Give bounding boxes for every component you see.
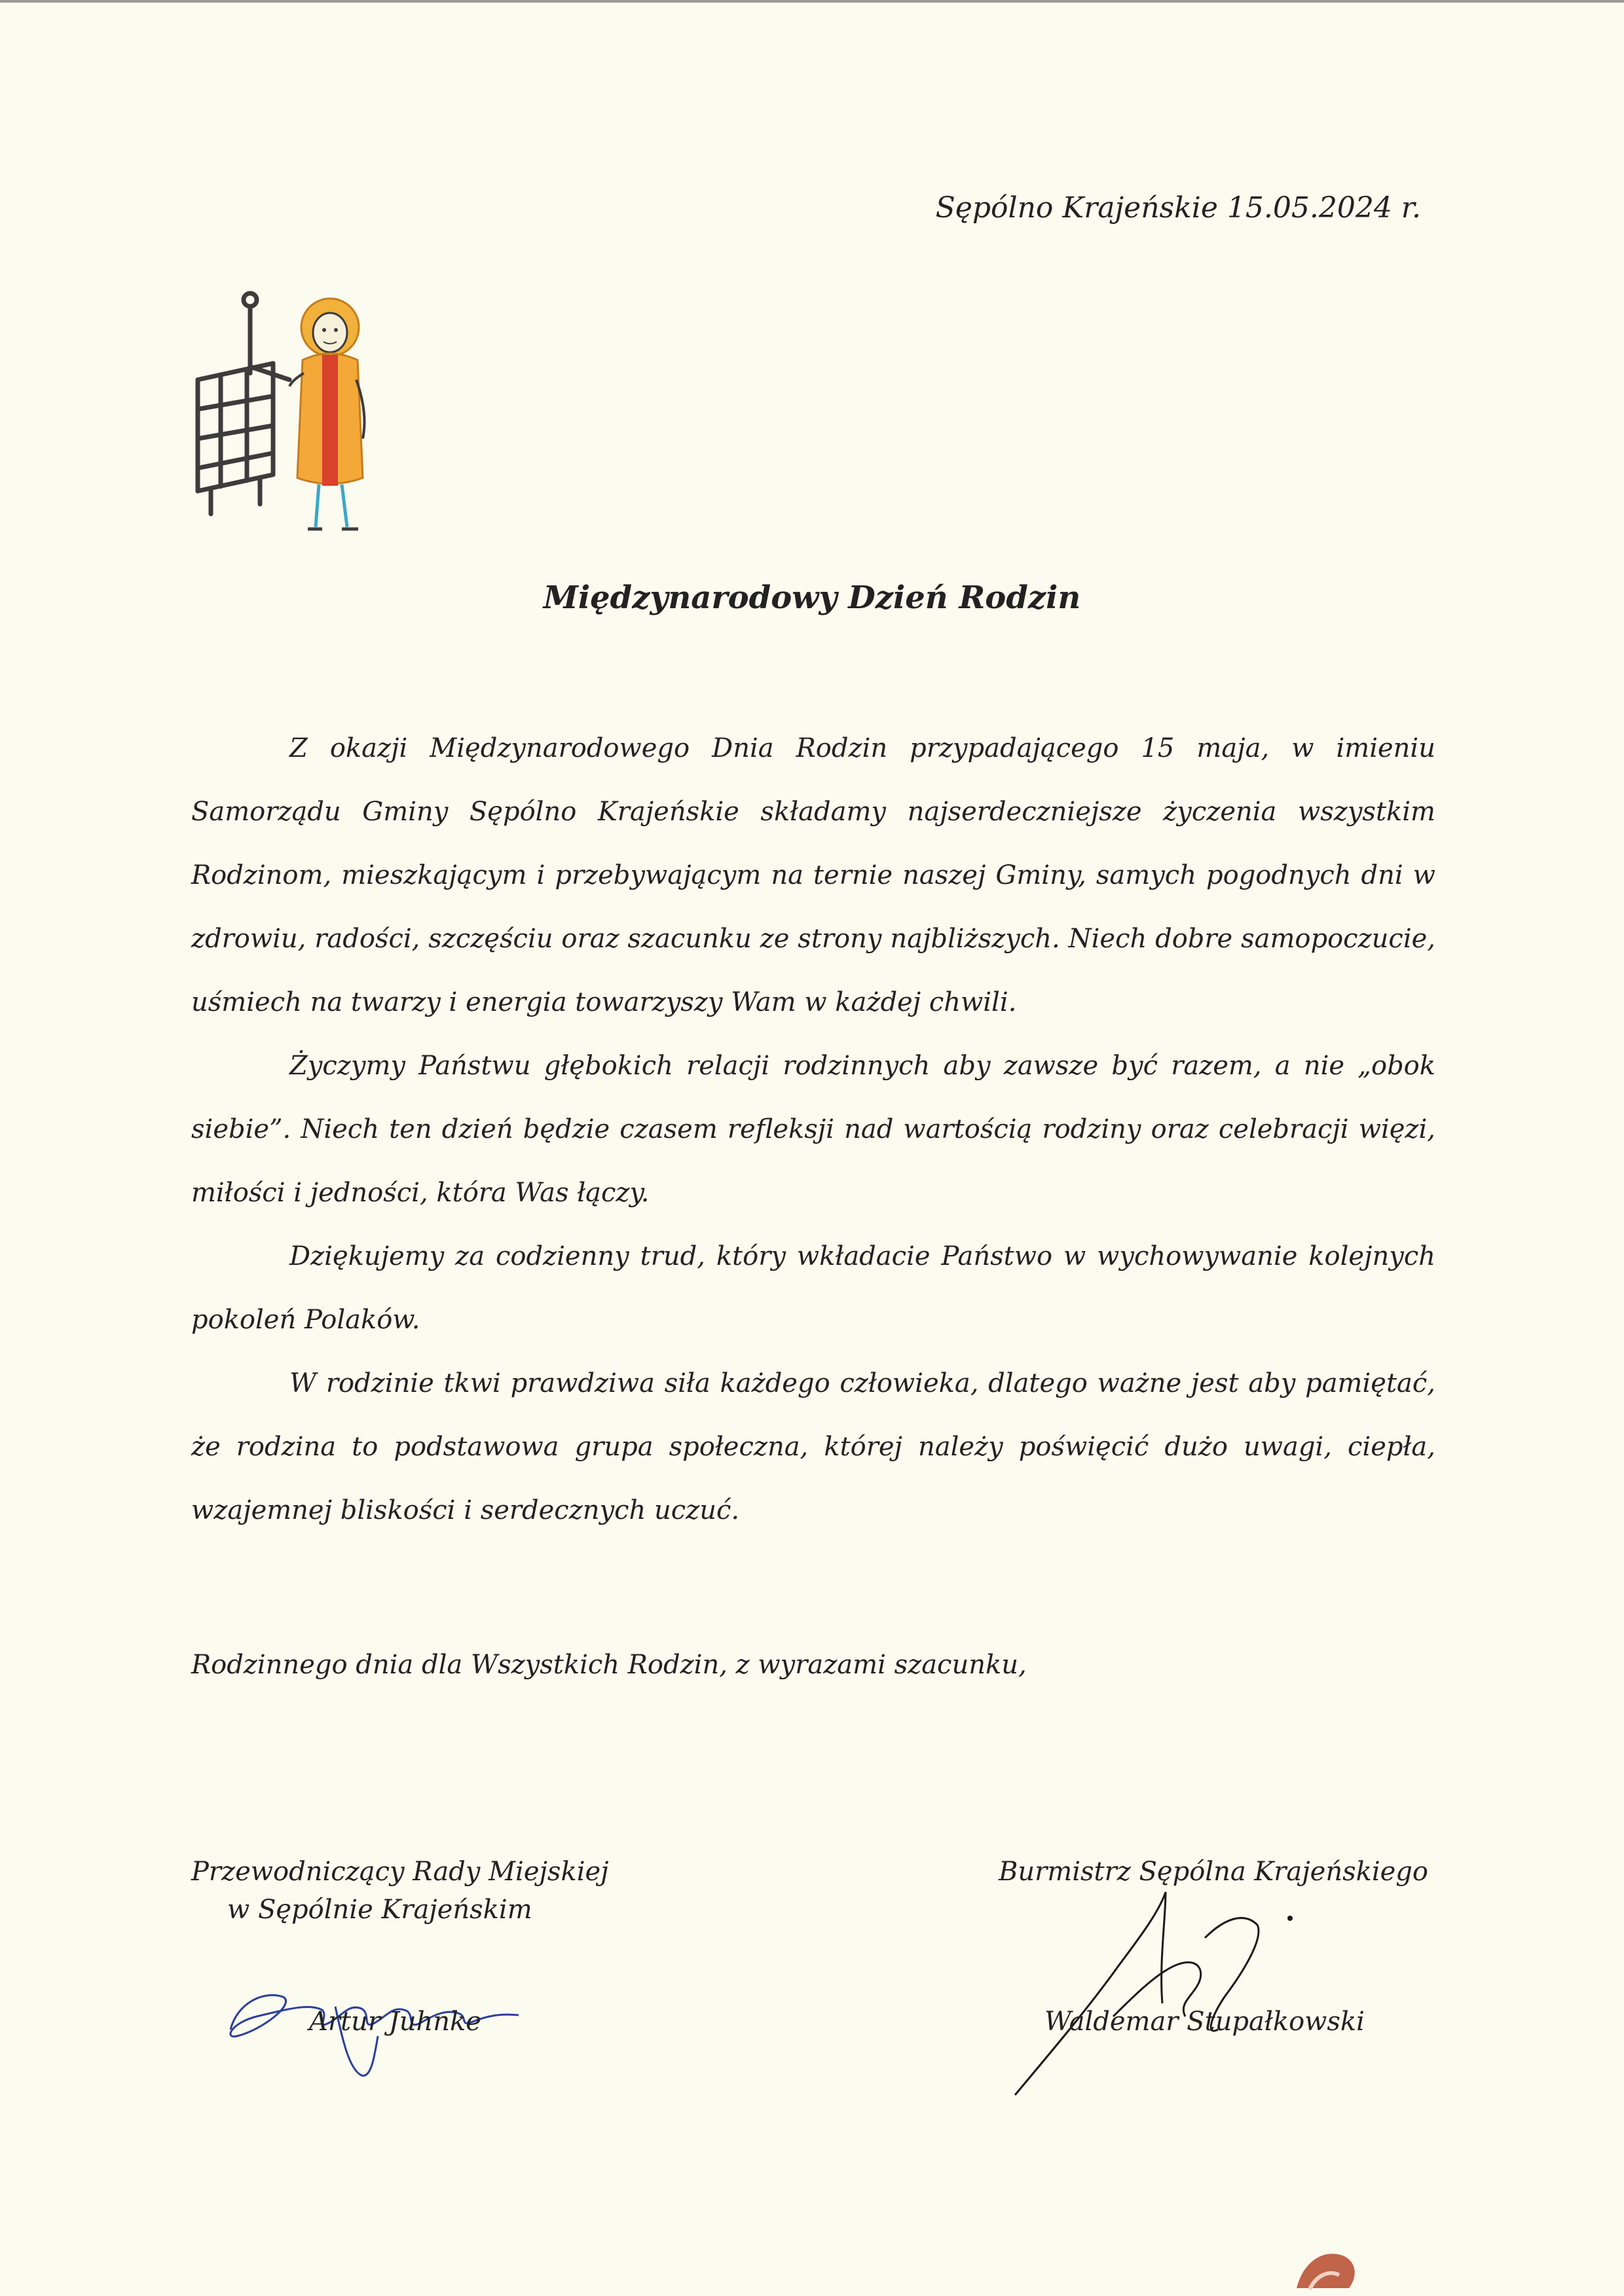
body-paragraph: W rodzinie tkwi prawdziwa siła każdego człowieka, dlatego ważne jest aby pamiętać, że rodzina to podstawowa grupa społeczna, której należy poświęcić dużo uwagi, ciepła, wzajemnej bliskości i serdecznych uczuć. [191, 1368, 1435, 1525]
signatory-title: Przewodniczący Rady Miejskiej [191, 1857, 609, 1887]
handwritten-signature-mayor [1008, 1866, 1349, 2115]
signatory-name: Waldemar Stupałkowski [1044, 2007, 1365, 2037]
signature-block-mayor [969, 1853, 1467, 2115]
signatory-name: Artur Juhnke [309, 2007, 481, 2037]
body-paragraph: Z okazji Międzynarodowego Dnia Rodzin przypadającego 15 maja, w imieniu Samorządu Gminy Sępólno Krajeńskie składamy najserdeczniejsze życzenia wszystkim Rodzinom, mieszkającym i przebywającym na ternie naszej Gminy, samych pogodnych dni w zdrowiu, radości, szczęściu oraz szacunku ze strony najbliższych. Niech dobre samopoczucie, uśmiech na twarzy i energia towarzyszy Wam w każdej chwili. [191, 733, 1435, 1017]
scan-top-edge [0, 0, 1624, 3]
signatory-title: w Sępólnie Krajeńskim [227, 1895, 532, 1925]
ink-smudge-icon [1283, 2229, 1369, 2295]
closing-line: Rodzinnego dnia dla Wszystkich Rodzin, z wyrazami szacunku, [191, 1650, 1027, 1680]
letter-body [191, 717, 1435, 1542]
signature-block-chairman [191, 1853, 689, 2088]
date-line: Sępólno Krajeńskie 15.05.2024 r. [935, 191, 1421, 225]
letter-title: Międzynarodowy Dzień Rodzin [543, 579, 1081, 616]
body-paragraph: Życzymy Państwu głębokich relacji rodzinnych aby zawsze być razem, a nie „obok siebie”. Niech ten dzień będzie czasem refleksji nad wartością rodziny oraz celebracji więzi, miłości i jedności, która Was łączy. [191, 1051, 1435, 1208]
coat-of-arms-saint-lawrence-with-gridiron-icon [185, 282, 394, 543]
signatory-title: Burmistrz Sępólna Krajeńskiego [999, 1857, 1428, 1887]
body-paragraph: Dziękujemy za codzienny trud, który wkładacie Państwo w wychowywanie kolejnych pokoleń Polaków. [191, 1241, 1435, 1335]
